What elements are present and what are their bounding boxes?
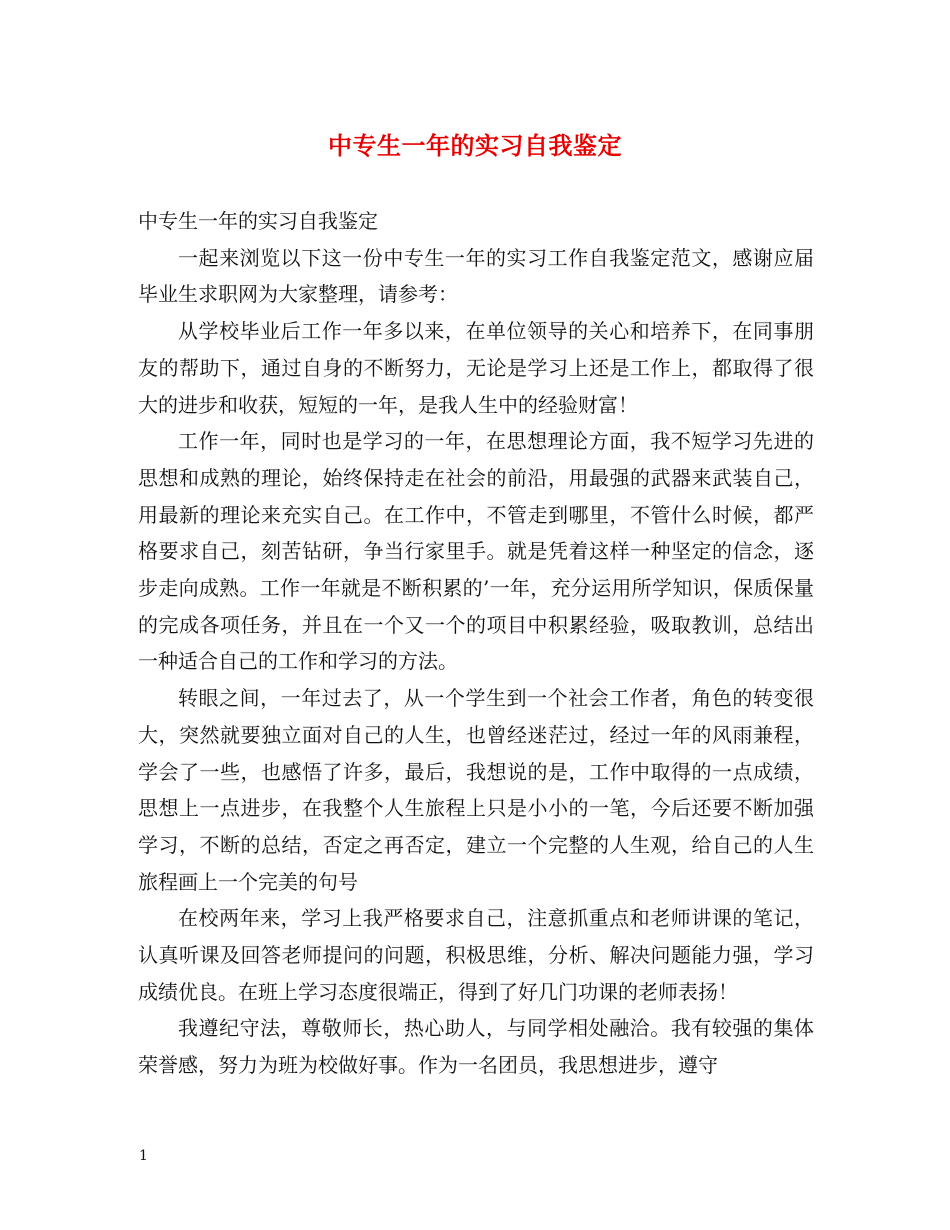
paragraph-intro: 一起来浏览以下这一份中专生一年的实习工作自我鉴定范文，感谢应届毕业生求职网为大家整理，请参考： [138,245,814,307]
paragraph-5: 我遵纪守法，尊敬师长，热心助人，与同学相处融洽。我有较强的集体荣誉感，努力为班为校做好事。作为一名团员，我思想进步，遵守 [138,1016,814,1078]
paragraph-3: 转眼之间，一年过去了，从一个学生到一个社会工作者，角色的转变很大，突然就要独立面对自己的人生，也曾经迷茫过，经过一年的风雨兼程，学会了一些，也感悟了许多，最后，我想说的是，工作中取得的一点成绩，思想上一点进步，在我整个人生旅程上只是小小的一笔，今后还要不断加强学习，不断的总结，否定之再否定，建立一个完整的人生观，给自己的人生旅程画上一个完美的句号 [138,686,814,894]
paragraph-1: 从学校毕业后工作一年多以来，在单位领导的关心和培养下，在同事朋友的帮助下，通过自身的不断努力，无论是学习上还是工作上，都取得了很大的进步和收获，短短的一年，是我人生中的经验财富！ [138,319,814,417]
document-body [138,203,814,1084]
paragraph-heading: 中专生一年的实习自我鉴定 [138,209,378,233]
paragraph-4: 在校两年来，学习上我严格要求自己，注意抓重点和老师讲课的笔记，认真听课及回答老师提问的问题，积极思维，分析、解决问题能力强，学习成绩优良。在班上学习态度很端正，得到了好几门功课的老师表扬！ [138,906,814,1004]
page-number: 1 [139,1148,148,1164]
document-title: 中专生一年的实习自我鉴定 [328,131,622,160]
paragraph-2: 工作一年，同时也是学习的一年，在思想理论方面，我不短学习先进的思想和成熟的理论，始终保持走在社会的前沿，用最强的武器来武装自己，用最新的理论来充实自己。在工作中，不管走到哪里，不管什么时候，都严格要求自己，刻苦钻研，争当行家里手。就是凭着这样一种坚定的信念，逐步走向成熟。工作一年就是不断积累的’一年，充分运用所学知识，保质保量的完成各项任务，并且在一个又一个的项目中积累经验，吸取教训，总结出一种适合自己的工作和学习的方法。 [138,429,814,674]
